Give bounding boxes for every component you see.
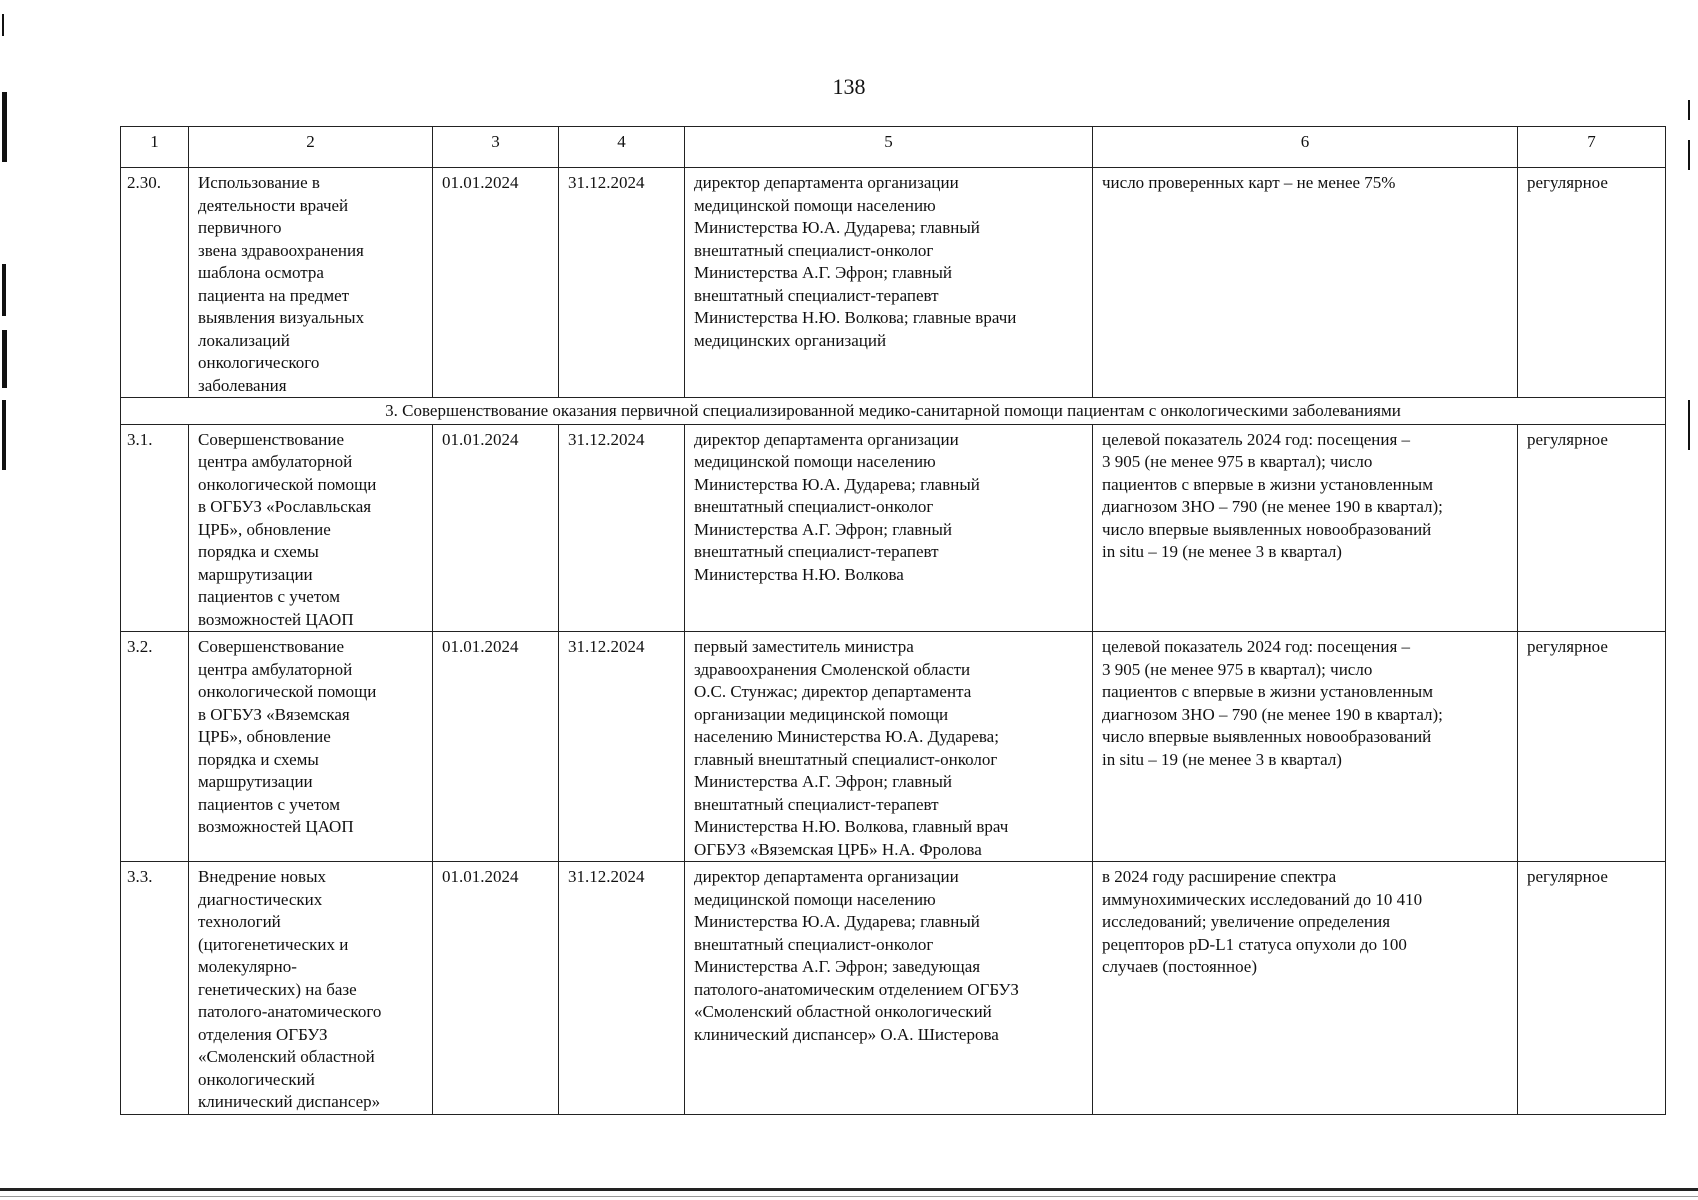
start-date: 01.01.2024 [433,862,559,1115]
column-number: 7 [1518,127,1666,168]
activity-name: Использование в деятельности врачей первичного звена здравоохранения шаблона осмотра пациента на предмет выявления визуальных локализаций онкологического заболевания [189,168,433,398]
item-number: 3.3. [121,862,189,1115]
responsible-persons: директор департамента организации медицинской помощи населению Министерства Ю.А. Дударева; главный внештатный специалист-онколог Министерства А.Г. Эфрон; заведующая патолого-анатомическим отделением ОГБУЗ «Смоленский областной онкологический клинический диспансер» О.А. Шистерова [685,862,1093,1115]
end-date: 31.12.2024 [559,168,685,398]
table-row [121,168,1666,398]
item-number: 3.1. [121,424,189,632]
activity-type: регулярное [1518,168,1666,398]
end-date: 31.12.2024 [559,632,685,862]
activity-type: регулярное [1518,424,1666,632]
target-indicator: целевой показатель 2024 год: посещения – 3 905 (не менее 975 в квартал); число пациентов с впервые в жизни установленным диагнозом ЗНО – 790 (не менее 190 в квартал); число впервые выявленных новообразований in situ – 19 (не менее 3 в квартал) [1093,424,1518,632]
start-date: 01.01.2024 [433,424,559,632]
item-number: 2.30. [121,168,189,398]
scan-edge-mark [1688,140,1690,170]
start-date: 01.01.2024 [433,632,559,862]
column-number: 1 [121,127,189,168]
action-plan-table [120,126,1666,1115]
section-title: 3. Совершенствование оказания первичной специализированной медико-санитарной помощи пациентам с онкологическими заболеваниями [121,398,1666,425]
column-number: 3 [433,127,559,168]
column-number: 4 [559,127,685,168]
activity-name: Совершенствование центра амбулаторной онкологической помощи в ОГБУЗ «Рославльская ЦРБ», обновление порядка и схемы маршрутизации пациентов с учетом возможностей ЦАОП [189,424,433,632]
activity-name: Совершенствование центра амбулаторной онкологической помощи в ОГБУЗ «Вяземская ЦРБ», обновление порядка и схемы маршрутизации пациентов с учетом возможностей ЦАОП [189,632,433,862]
start-date: 01.01.2024 [433,168,559,398]
scan-edge-mark [1688,100,1690,120]
scan-edge-mark [1688,400,1690,450]
column-number: 6 [1093,127,1518,168]
scan-edge-mark [2,14,4,36]
activity-type: регулярное [1518,632,1666,862]
responsible-persons: первый заместитель министра здравоохранения Смоленской области О.С. Стунжас; директор департамента организации медицинской помощи населению Министерства Ю.А. Дударева; главный внештатный специалист-онколог Министерства А.Г. Эфрон; главный внештатный специалист-терапевт Министерства Н.Ю. Волкова, главный врач ОГБУЗ «Вяземская ЦРБ» Н.А. Фролова [685,632,1093,862]
column-number: 5 [685,127,1093,168]
responsible-persons: директор департамента организации медицинской помощи населению Министерства Ю.А. Дударева; главный внештатный специалист-онколог Министерства А.Г. Эфрон; главный внештатный специалист-терапевт Министерства Н.Ю. Волкова; главные врачи медицинских организаций [685,168,1093,398]
target-indicator: целевой показатель 2024 год: посещения – 3 905 (не менее 975 в квартал); число пациентов с впервые в жизни установленным диагнозом ЗНО – 790 (не менее 190 в квартал); число впервые выявленных новообразований in situ – 19 (не менее 3 в квартал) [1093,632,1518,862]
scan-bottom-rule [0,1196,1698,1197]
section-row [121,398,1666,425]
end-date: 31.12.2024 [559,424,685,632]
responsible-persons: директор департамента организации медицинской помощи населению Министерства Ю.А. Дударева; главный внештатный специалист-онколог Министерства А.Г. Эфрон; главный внештатный специалист-терапевт Министерства Н.Ю. Волкова [685,424,1093,632]
scan-bottom-rule [0,1188,1698,1191]
table-row [121,632,1666,862]
column-number: 2 [189,127,433,168]
target-indicator: в 2024 году расширение спектра иммунохимических исследований до 10 410 исследований; увеличение определения рецепторов pD-L1 статуса опухоли до 100 случаев (постоянное) [1093,862,1518,1115]
page-number: 138 [832,74,866,99]
column-number-row [121,127,1666,168]
activity-type: регулярное [1518,862,1666,1115]
target-indicator: число проверенных карт – не менее 75% [1093,168,1518,398]
table-row [121,424,1666,632]
item-number: 3.2. [121,632,189,862]
scan-edge-mark [2,92,7,162]
activity-name: Внедрение новых диагностических технологий (цитогенетических и молекулярно- генетических) на базе патолого-анатомического отделения ОГБУЗ «Смоленский областной онкологический клинический диспансер» [189,862,433,1115]
scan-edge-mark [2,264,6,316]
end-date: 31.12.2024 [559,862,685,1115]
table-row [121,862,1666,1115]
scan-edge-mark [2,400,6,470]
scan-edge-mark [2,330,7,388]
